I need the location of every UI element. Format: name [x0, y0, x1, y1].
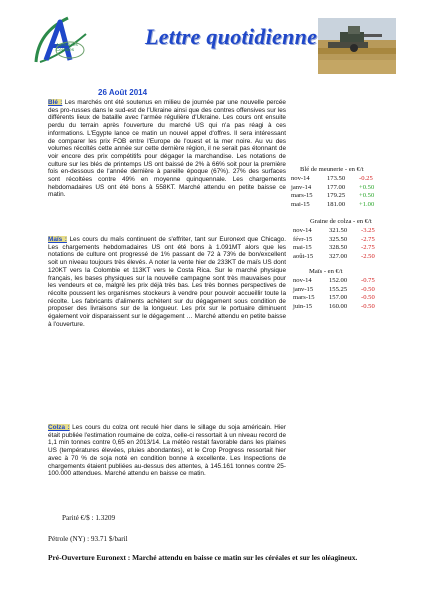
mais-label: Maïs :	[48, 236, 67, 243]
oil-price: Pétrole (NY) : 93.71 $/baril	[48, 535, 128, 543]
row-month: janv-15	[293, 285, 314, 293]
colza-paragraph	[48, 424, 286, 478]
row-price: 327.00	[329, 252, 348, 260]
row-month: mars-15	[293, 294, 315, 302]
row-month: août-15	[293, 252, 314, 260]
row-price: 177.00	[327, 183, 346, 191]
agrifutures-logo	[30, 12, 92, 70]
table-row	[293, 294, 385, 303]
table-title: Blé de meunerie - en €/t	[300, 166, 364, 173]
ble-paragraph	[48, 99, 286, 199]
price-table-colza	[293, 218, 385, 261]
row-change: +0.50	[359, 192, 375, 200]
row-price: 157.00	[329, 294, 348, 302]
row-month: févr-15	[293, 235, 313, 243]
table-row	[293, 286, 385, 295]
colza-label: Colza :	[48, 424, 70, 431]
row-change: -0.25	[359, 175, 373, 182]
row-month: nov-14	[293, 227, 312, 234]
table-row	[291, 201, 383, 210]
ble-label: Blé :	[48, 99, 63, 106]
table-title: Graine de colza - en €/t	[310, 218, 372, 225]
table-row	[293, 253, 385, 262]
price-table-mais	[293, 268, 385, 311]
colza-text: Les cours du colza ont reculé hier dans le sillage du soja américain. Hier était publiée l'estimation roumaine de colza, celle-ci ressortait à un niveau record de 1,1 min tonnes contre 0,65 en 2013/14. La météo restait favorable dans les plaines US (températures élevées, pluies abondantes), et le Crop Progress ressortait hier avec à 70 % de soja noté en condition bonne à excellente. Les Inspections de chargements étaient publiées au-dessus des attentes, à 145.161 tonnes contre 25-100.000 attendues. Marché attendu en baisse ce matin.	[48, 424, 286, 478]
row-change: -0.75	[361, 277, 375, 284]
table-row	[291, 192, 383, 201]
row-change: -0.50	[361, 285, 375, 293]
row-month: nov-14	[293, 277, 312, 284]
row-month: nov-14	[291, 175, 310, 182]
ble-text: Les marchés ont été soutenus en milieu de journée par une nouvelle percée des pro-russes dans le sud-est de l'Ukraine ainsi que des contres offensives sur les différents lieux de bataille avec l'armée régulière d'Ukraine. Les cours ont ensuite perdu du terrain après l'ouverture du marché US qui n'a pas réagi à ces informations. L'Egypte lance ce matin un nouvel appel d'offres. Il sera intéressant de comparer les prix FOB entre l'Europe de l'ouest et la mer noire. Au vu des volumes récoltés cette année sur cette dernière région, il ne serait pas étonnant de voir encore des prix compétitifs pour dégager la marchandise. Les notations de culture sur les blés de printemps US ont baissé de 2% à 66% soit pour la première fois en-dessous de l'année dernière à pareille époque (67%). 27% des surfaces sont récoltées contre 49% en moyenne quinquennale. Les chargements hebdomadaires US ont été bons à 558KT. Marché attendu en petite baisse ce matin.	[48, 99, 286, 199]
row-price: 160.00	[329, 302, 348, 310]
row-change: +1.00	[359, 200, 375, 208]
row-change: -3.25	[361, 227, 375, 234]
row-change: -0.50	[361, 302, 375, 310]
page-title: Lettre quotidienne	[145, 24, 318, 49]
table-row	[291, 175, 383, 184]
logo-text: Agrifutures Céréales	[56, 42, 78, 52]
price-table-ble	[291, 166, 383, 209]
eur-usd-parity: Parité €/$ : 1.3209	[62, 514, 116, 522]
issue-date: 26 Août 2014	[98, 88, 148, 97]
harvest-photo	[318, 18, 396, 74]
table-row	[293, 227, 385, 236]
mais-text: Les cours du maïs continuent de s'effriter, tant sur Euronext que Chicago. Les chargements hebdomadaires US ont été bons à 1.091MT alors que les notations de culture ont progressé de 1% passant de 72 à 73% de bon/excellent soit un niveau toujours très élevés. A noter la vente hier de 233KT de maïs US dont 120KT vers la Colombie et 113KT vers le Costa Rica. Sur le marché physique français, les bases physiques sur la nouvelle campagne sont très mauvaises pour les vendeurs et ce, malgré les prix déjà très bas. Les très bonnes perspectives de récolte poussent les organismes stockeurs à vendre pour pouvoir accueillir toute la récolte. Les fabricants d'aliments achètent sur du dégagement sous condition de proposer des livraisons sur de la longueur. Les prix sur le portuaire diminuent également voir disparaissent sur le dégagement … Marché attendu en petite baisse à l'ouverture.	[48, 236, 286, 328]
row-change: -2.50	[361, 252, 375, 260]
row-price: 325.50	[329, 235, 348, 243]
table-row	[293, 236, 385, 245]
table-row	[293, 303, 385, 312]
row-price: 181.00	[327, 200, 346, 208]
table-title: Maïs - en €/t	[309, 268, 343, 275]
row-month: janv-14	[291, 183, 312, 191]
row-price: 328.50	[329, 244, 348, 252]
row-change: -0.50	[361, 294, 375, 302]
euronext-preopening: Pré-Ouverture Euronext : Marché attendu en baisse ce matin sur les céréales et sur les oléagineux.	[48, 553, 358, 562]
row-month: juin-15	[293, 302, 313, 310]
row-change: +0.50	[359, 183, 375, 191]
row-month: mai-15	[291, 200, 310, 208]
row-month: mai-15	[293, 244, 312, 252]
table-row	[293, 277, 385, 286]
table-row	[291, 184, 383, 193]
row-price: 173.50	[327, 175, 346, 182]
table-row	[293, 244, 385, 253]
row-price: 179.25	[327, 192, 346, 200]
mais-paragraph	[48, 236, 286, 328]
row-price: 155.25	[329, 285, 348, 293]
row-change: -2.75	[361, 235, 375, 243]
row-month: mars-15	[291, 192, 313, 200]
row-change: -2.75	[361, 244, 375, 252]
row-price: 321.50	[329, 227, 348, 234]
row-price: 152.00	[329, 277, 348, 284]
